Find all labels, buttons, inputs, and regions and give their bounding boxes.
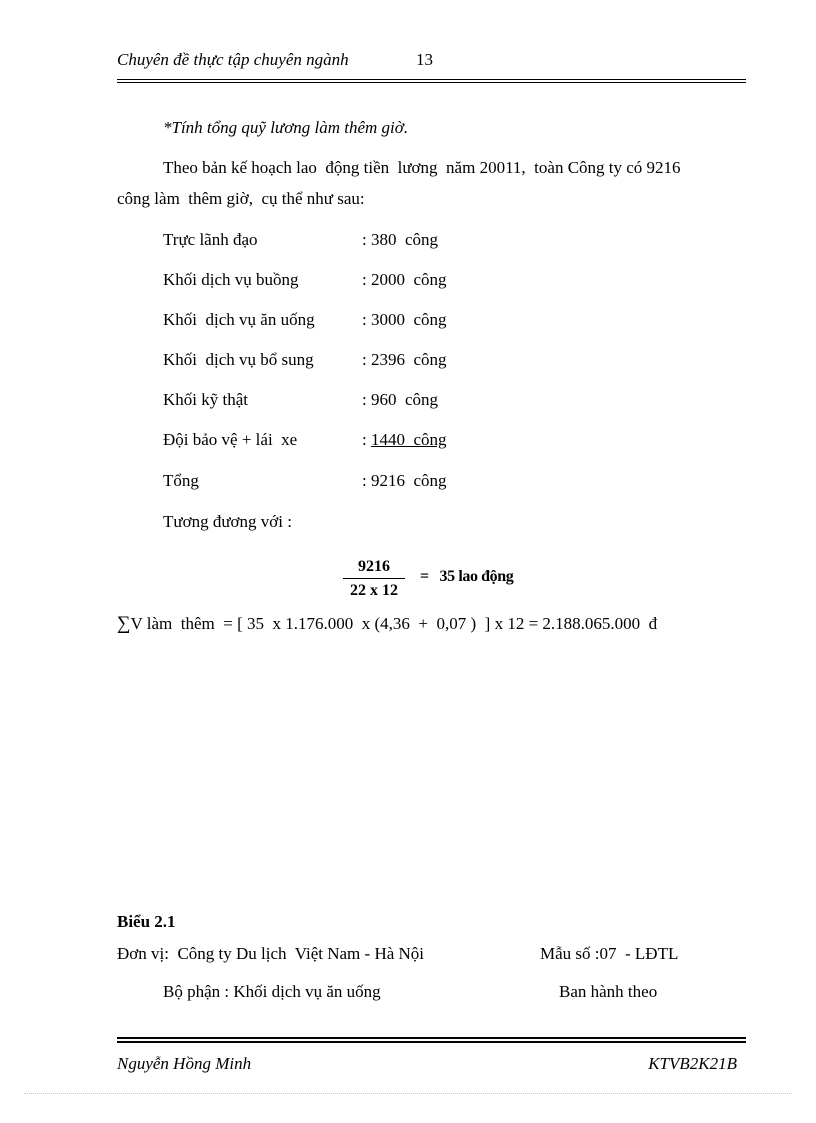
list-item-value: : 960 công: [362, 390, 439, 409]
page-edge-dots: [24, 1093, 792, 1094]
intro-line-2: công làm thêm giờ, cụ thể như sau:: [117, 189, 365, 208]
sigma-symbol: ∑: [117, 613, 131, 634]
list-item-label: Tổng: [163, 471, 199, 490]
list-item-value: : 2000 công: [362, 270, 447, 289]
page-number: 13: [416, 50, 433, 69]
formula-fraction: [343, 558, 405, 600]
section-heading: *Tính tổng quỹ lương làm thêm giờ.: [163, 118, 409, 137]
list-item-label: Đội bảo vệ + lái xe: [163, 430, 298, 449]
footer-author: Nguyễn Hồng Minh: [117, 1054, 252, 1073]
list-item-label: Khối dịch vụ buồng: [163, 270, 299, 289]
list-item-value: : 380 công: [362, 230, 439, 249]
list-item-value: : 3000 công: [362, 310, 447, 329]
sum-line: [117, 613, 657, 635]
list-item-label: Trực lãnh đạo: [163, 230, 258, 249]
footer-code: KTVB2K21B: [648, 1054, 737, 1073]
list-item-label: Khối dịch vụ bổ sung: [163, 350, 314, 369]
list-item-label: Khối kỹ thật: [163, 390, 248, 409]
issued-by: Ban hành theo: [559, 982, 658, 1001]
unit-line: Đơn vị: Công ty Du lịch Việt Nam - Hà Nội: [117, 944, 425, 963]
footer-divider: [117, 1037, 746, 1043]
list-item-value: : 9216 công: [362, 471, 447, 490]
equivalent-label: Tương đương với :: [163, 512, 292, 531]
formula-result: = 35 lao động: [420, 568, 514, 585]
list-item-value: : 2396 công: [362, 350, 447, 369]
list-item-value: [362, 430, 447, 450]
value-prefix: :: [362, 430, 371, 449]
sum-formula: V làm thêm = [ 35 x 1.176.000 x (4,36 + 0,07 ) ] x 12 = 2.188.065.000 đ: [130, 614, 658, 633]
form-title: Biểu 2.1: [117, 912, 176, 931]
list-item-label: Khối dịch vụ ăn uống: [163, 310, 315, 329]
header-title: Chuyên đề thực tập chuyên ngành: [117, 50, 349, 69]
form-code: Mẫu số :07 - LĐTL: [540, 944, 679, 963]
formula-numerator: 9216: [343, 558, 405, 579]
value-underlined: 1440 công: [370, 430, 447, 449]
intro-line-1: Theo bản kế hoạch lao động tiền lương năm 20011, toàn Công ty có 9216: [163, 158, 681, 177]
header-divider: [117, 79, 746, 83]
formula-denominator: 22 x 12: [350, 582, 398, 599]
department-line: Bộ phận : Khối dịch vụ ăn uống: [163, 982, 381, 1001]
